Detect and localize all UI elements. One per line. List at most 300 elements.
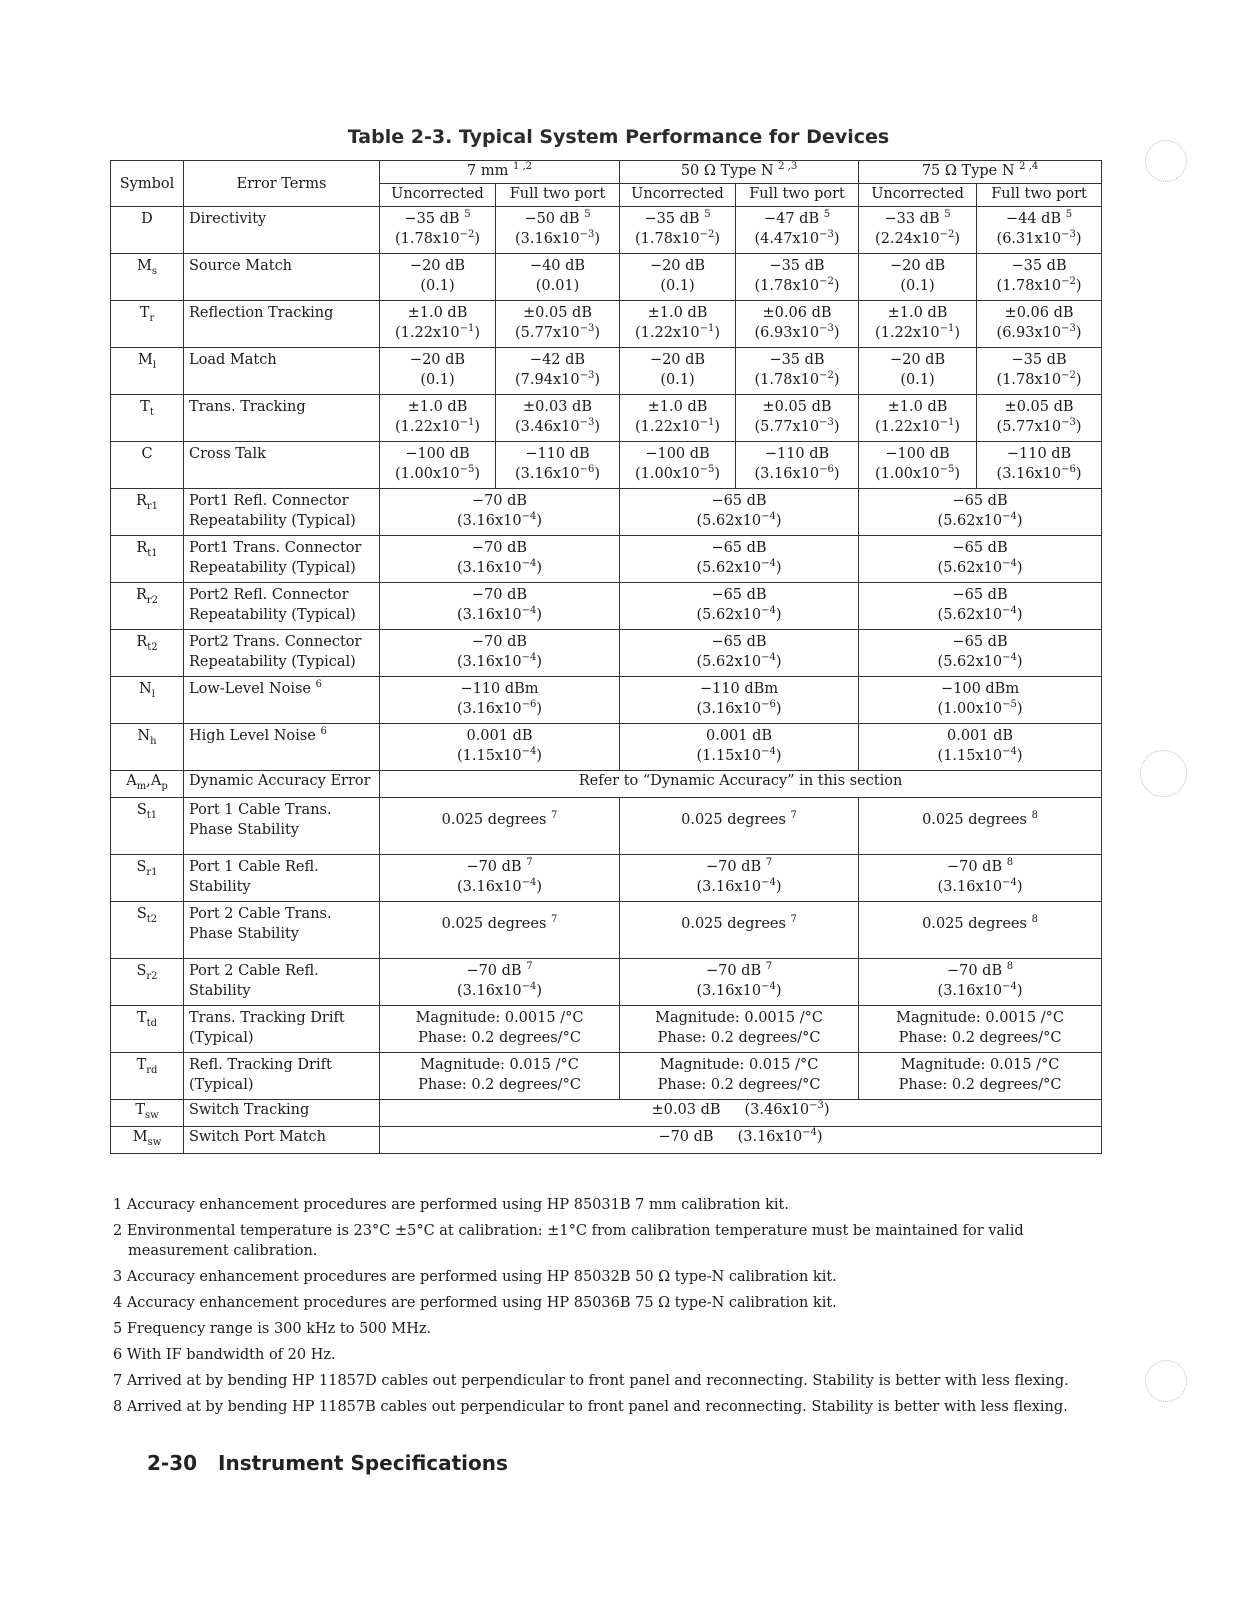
- group-label: 75 Ω Type N: [921, 163, 1015, 179]
- paren-close: ): [816, 1129, 823, 1145]
- group-label: 7 mm: [466, 163, 509, 179]
- value-cell: [620, 902, 859, 959]
- linear-text: Phase: 0.2 degrees/°C: [657, 1030, 821, 1046]
- value-linear: [977, 229, 1101, 249]
- symbol-letter: M: [137, 352, 153, 368]
- value-linear: [620, 981, 858, 1001]
- linear-text: (0.1): [900, 278, 935, 294]
- term-line: [189, 209, 379, 229]
- footnote-ref: 5: [823, 209, 831, 221]
- symbol-letter: S: [136, 963, 147, 979]
- term-line: (Typical): [189, 1077, 254, 1093]
- value-text: −65 dB: [711, 540, 767, 556]
- value-line: [380, 585, 619, 605]
- linear-text: (3.16x10: [515, 231, 580, 247]
- footnote-ref: 7: [551, 914, 558, 926]
- term-line: Stability: [189, 879, 251, 895]
- linear-text: (3.16x10: [937, 983, 1003, 999]
- symbol-subscript: l: [151, 688, 155, 700]
- symbol-subscript: r1: [146, 500, 159, 512]
- symbol-letter: T: [136, 1057, 147, 1073]
- value-linear: [380, 605, 619, 625]
- value-text: −110 dB: [764, 446, 830, 462]
- term-text: Cross Talk: [189, 446, 266, 462]
- symbol-letter: S: [136, 906, 147, 922]
- symbol-cell: [111, 207, 184, 254]
- value-text: Magnitude: 0.0015 /°C: [896, 1010, 1064, 1026]
- value-linear: [380, 417, 495, 437]
- exponent: −4: [1002, 511, 1017, 523]
- linear-text: (3.16x10: [737, 1129, 803, 1145]
- value-cell: [620, 677, 859, 724]
- term-text: Port2 Refl. Connector: [189, 587, 349, 603]
- exponent: −5: [699, 464, 715, 476]
- linear-text: (5.62x10: [696, 560, 762, 576]
- value-line: [380, 632, 619, 652]
- error-term-cell: [184, 536, 380, 583]
- error-term-cell: [184, 1053, 380, 1100]
- value-linear: [380, 323, 495, 343]
- paren-close: ): [775, 513, 782, 529]
- value-cell: [736, 442, 859, 489]
- symbol-letter: R: [135, 493, 147, 509]
- value-text: −65 dB: [711, 634, 767, 650]
- value-linear: [620, 323, 735, 343]
- symbol-cell: [111, 630, 184, 677]
- value-cell: [380, 677, 620, 724]
- error-term-cell: [184, 1100, 380, 1127]
- value-cell: [620, 207, 736, 254]
- paren-close: ): [714, 419, 721, 435]
- paren-close: ): [714, 231, 721, 247]
- footnote-ref: 7: [526, 857, 533, 869]
- value-linear: [380, 276, 495, 296]
- value-linear: [380, 511, 619, 531]
- symbol-subscript: sw: [147, 1136, 162, 1148]
- value-linear: [736, 464, 858, 484]
- value-cell: [620, 348, 736, 395]
- value-line: [620, 679, 858, 699]
- paren-close: ): [474, 419, 480, 435]
- symbol-cell: [111, 724, 184, 771]
- table-row: [111, 1006, 1102, 1053]
- value-line: [859, 914, 1101, 934]
- value-text: −70 dB: [471, 493, 528, 509]
- value-linear: [620, 229, 735, 249]
- term-text: Switch Port Match: [189, 1129, 326, 1145]
- exponent: −3: [1061, 323, 1076, 335]
- paren-close: ): [1075, 231, 1082, 247]
- table-row: [111, 207, 1102, 254]
- linear-text: Phase: 0.2 degrees/°C: [898, 1077, 1062, 1093]
- exponent: −4: [761, 877, 776, 889]
- linear-text: (1.78x10: [395, 231, 460, 247]
- linear-text: (3.16x10: [457, 607, 522, 623]
- value-text: −65 dB: [952, 540, 1008, 556]
- linear-text: (5.62x10: [937, 560, 1003, 576]
- paren-close: ): [536, 983, 542, 999]
- symbol-subscript: t1: [146, 809, 158, 821]
- value-line: [977, 303, 1101, 323]
- symbol-cell: [111, 442, 184, 489]
- error-terms-header: Error Terms: [184, 161, 380, 207]
- value-linear: [620, 746, 858, 766]
- value-text: −47 dB: [763, 211, 820, 227]
- value-line: [620, 538, 858, 558]
- linear-text: (3.16x10: [696, 879, 762, 895]
- paren-close: ): [1075, 466, 1082, 482]
- value-cell: [859, 395, 977, 442]
- value-line: [380, 726, 619, 746]
- paren-close: ): [775, 748, 782, 764]
- symbol-cell: [111, 489, 184, 536]
- linear-text: (3.16x10: [457, 879, 522, 895]
- exponent: −4: [1002, 558, 1017, 570]
- value-text: 0.025 degrees: [681, 812, 786, 828]
- paren-close: ): [954, 466, 961, 482]
- table-row: [111, 677, 1102, 724]
- linear-text: (0.1): [660, 278, 695, 294]
- footnote: 8 Arrived at by bending HP 11857B cables out perpendicular to front panel and reconnecting. Stability is better with less flexing.: [113, 1399, 1068, 1415]
- value-line: [859, 857, 1101, 877]
- value-line: [380, 810, 619, 830]
- linear-text: (1.78x10: [635, 231, 700, 247]
- linear-text: Phase: 0.2 degrees/°C: [657, 1077, 821, 1093]
- linear-text: (0.1): [420, 372, 455, 388]
- table-row: [111, 489, 1102, 536]
- linear-text: Phase: 0.2 degrees/°C: [898, 1030, 1062, 1046]
- term-line: [189, 303, 379, 323]
- footnote: 2 Environmental temperature is 23°C ±5°C at calibration: ±1°C from calibration temperature must be maintained for valid measurement calibration.: [113, 1223, 1024, 1259]
- paren-close: ): [1016, 879, 1023, 895]
- value-line: [620, 350, 735, 370]
- value-text: −70 dB: [705, 963, 762, 979]
- value-cell: [859, 583, 1102, 630]
- footnote-ref: 5: [464, 209, 471, 221]
- linear-text: (3.16x10: [457, 654, 522, 670]
- value-line: [859, 538, 1101, 558]
- value-cell: [620, 855, 859, 902]
- exponent: −2: [459, 229, 475, 241]
- term-line: [189, 491, 379, 511]
- value-linear: [496, 276, 619, 296]
- symbol-subscript: sw: [144, 1109, 159, 1121]
- footnote-ref: 2 ,3: [778, 161, 798, 173]
- term-line: [189, 1100, 379, 1120]
- value-linear: [977, 323, 1101, 343]
- symbol-letter: R: [136, 634, 148, 650]
- value-text: −70 dB: [705, 859, 762, 875]
- value-cell: [380, 301, 496, 348]
- term-text: Load Match: [189, 352, 277, 368]
- footnote: 1 Accuracy enhancement procedures are performed using HP 85031B 7 mm calibration kit.: [113, 1197, 789, 1213]
- value-line: [859, 1008, 1101, 1028]
- value-linear: [859, 1075, 1101, 1095]
- value-line: [620, 256, 735, 276]
- linear-text: (3.16x10: [696, 983, 762, 999]
- paren-close: ): [833, 231, 840, 247]
- term-line: [189, 771, 379, 791]
- symbol-letter: T: [136, 1010, 147, 1026]
- symbol-letter: A: [126, 773, 137, 789]
- value-cell: [380, 959, 620, 1006]
- table-row: [111, 536, 1102, 583]
- table-row: [111, 1100, 1102, 1127]
- paren-close: ): [775, 701, 782, 717]
- paren-close: ): [775, 879, 782, 895]
- value-line: [380, 1055, 619, 1075]
- value-line: [620, 726, 858, 746]
- term-text: Reflection Tracking: [189, 305, 334, 321]
- value-text: ±0.06 dB: [762, 305, 832, 321]
- exponent: −3: [819, 229, 834, 241]
- value-linear: [380, 877, 619, 897]
- value-linear: [620, 877, 858, 897]
- paren-close: ): [714, 466, 721, 482]
- exponent: −5: [459, 464, 475, 476]
- value-line: [620, 209, 735, 229]
- term-text: Directivity: [189, 211, 267, 227]
- value-text: −100 dBm: [940, 681, 1020, 697]
- page-footer: [147, 1451, 508, 1475]
- symbol-subscript: r: [149, 312, 155, 324]
- table-row: [111, 301, 1102, 348]
- value-text: Magnitude: 0.0015 /°C: [415, 1010, 584, 1026]
- exponent: −4: [1002, 877, 1017, 889]
- value-linear: [620, 652, 858, 672]
- value-line: [859, 585, 1101, 605]
- value-line: [496, 397, 619, 417]
- value-cell: [496, 395, 620, 442]
- value-line: [380, 209, 495, 229]
- linear-text: (3.16x10: [754, 466, 820, 482]
- exponent: −6: [761, 699, 776, 711]
- value-linear: [736, 229, 858, 249]
- value-cell: [736, 348, 859, 395]
- value-line: [620, 491, 858, 511]
- symbol-letter: D: [141, 211, 153, 227]
- group-header: [859, 161, 1102, 184]
- term-text: High Level Noise: [189, 728, 316, 744]
- value-text: Magnitude: 0.015 /°C: [659, 1057, 819, 1073]
- value-line: [620, 632, 858, 652]
- linear-text: (1.22x10: [395, 419, 460, 435]
- linear-text: (4.47x10: [754, 231, 820, 247]
- symbol-letter: R: [136, 540, 148, 556]
- value-cell: [620, 301, 736, 348]
- exponent: −2: [819, 370, 834, 382]
- value-cell: [380, 395, 496, 442]
- value-text: −65 dB: [711, 493, 767, 509]
- value-line: [859, 444, 976, 464]
- value-linear: [859, 417, 976, 437]
- exponent: −4: [521, 746, 537, 758]
- value-cell: [496, 207, 620, 254]
- footnote: 5 Frequency range is 300 kHz to 500 MHz.: [113, 1321, 432, 1337]
- footnote-ref: 5: [944, 209, 951, 221]
- paren-close: ): [833, 372, 840, 388]
- value-linear: [859, 558, 1101, 578]
- linear-text: (1.22x10: [635, 325, 700, 341]
- value-cell: [496, 442, 620, 489]
- error-term-cell: [184, 724, 380, 771]
- paren-close: ): [536, 879, 542, 895]
- value-cell: [620, 395, 736, 442]
- exponent: −1: [699, 417, 715, 429]
- paren-close: ): [833, 278, 840, 294]
- exponent: −1: [459, 417, 475, 429]
- value-cell: [380, 348, 496, 395]
- full-two-port-header: Full two port: [736, 184, 859, 207]
- value-line: [736, 397, 858, 417]
- value-line: [380, 350, 495, 370]
- value-text: −70 dB: [466, 859, 522, 875]
- exponent: −3: [579, 323, 595, 335]
- uncorrected-header: Uncorrected: [380, 184, 496, 207]
- value-linear: [380, 1075, 619, 1095]
- paren-close: ): [1016, 560, 1023, 576]
- term-line: [189, 256, 379, 276]
- linear-text: (1.22x10: [875, 419, 940, 435]
- value-linear: [977, 276, 1101, 296]
- value-linear: [380, 229, 495, 249]
- symbol-cell: [111, 254, 184, 301]
- symbol-subscript: s: [151, 265, 157, 277]
- value-linear: [859, 464, 976, 484]
- value-line: [859, 679, 1101, 699]
- value-linear: [859, 276, 976, 296]
- linear-text: (1.15x10: [696, 748, 762, 764]
- linear-text: (5.77x10: [515, 325, 580, 341]
- term-line: [189, 904, 379, 924]
- paren-close: ): [833, 419, 840, 435]
- value-cell: [859, 677, 1102, 724]
- paren-close: ): [594, 419, 600, 435]
- value-linear: [736, 370, 858, 390]
- value-linear: [620, 511, 858, 531]
- value-cell: [620, 442, 736, 489]
- symbol-cell: [111, 301, 184, 348]
- exponent: −3: [1061, 417, 1076, 429]
- linear-text: (1.15x10: [457, 748, 522, 764]
- paren-close: ): [954, 325, 961, 341]
- value-cell: [620, 489, 859, 536]
- value-line: [859, 350, 976, 370]
- symbol-cell: [111, 771, 184, 798]
- value-text: −70 dB: [946, 859, 1003, 875]
- punch-hole-mark: [1145, 140, 1187, 182]
- value-text: −65 dB: [952, 493, 1008, 509]
- table-row: [111, 798, 1102, 855]
- value-linear: [496, 464, 619, 484]
- value-line: [859, 961, 1101, 981]
- footnote-ref: 5: [1065, 209, 1073, 221]
- term-text: Switch Tracking: [189, 1102, 310, 1118]
- value-line: [620, 914, 858, 934]
- term-text: Trans. Tracking: [189, 399, 306, 415]
- linear-text: (0.1): [660, 372, 695, 388]
- symbol-cell: [111, 959, 184, 1006]
- footnote-ref: 7: [551, 810, 558, 822]
- value-linear: [859, 605, 1101, 625]
- linear-text: (5.62x10: [696, 654, 762, 670]
- value-linear: [977, 370, 1101, 390]
- table-row: [111, 855, 1102, 902]
- footnote: 7 Arrived at by bending HP 11857D cables out perpendicular to front panel and reconnecting. Stability is better with less flexing.: [113, 1373, 1069, 1389]
- value-line: [380, 397, 495, 417]
- linear-text: (0.1): [420, 278, 455, 294]
- value-line: [620, 397, 735, 417]
- term-line: Repeatability (Typical): [189, 560, 356, 576]
- value-text: 0.001 dB: [947, 728, 1014, 744]
- value-cell: [620, 536, 859, 583]
- value-text: −35 dB: [769, 352, 825, 368]
- value-text: ±1.0 dB: [887, 399, 948, 415]
- symbol-letter: S: [136, 859, 147, 875]
- exponent: −6: [1061, 464, 1076, 476]
- value-line: [977, 209, 1101, 229]
- value-text: 0.025 degrees: [922, 812, 1027, 828]
- exponent: −1: [939, 417, 955, 429]
- symbol-subscript: t2: [147, 641, 158, 653]
- error-term-cell: [184, 798, 380, 855]
- table-row: [111, 348, 1102, 395]
- symbol-cell: [111, 536, 184, 583]
- paren-close: ): [823, 1102, 830, 1118]
- value-text: −100 dB: [405, 446, 470, 462]
- value-text: ±0.05 dB: [762, 399, 832, 415]
- value-linear: [977, 464, 1101, 484]
- value-linear: [620, 417, 735, 437]
- symbol-cell: [111, 395, 184, 442]
- value-text: −100 dB: [885, 446, 950, 462]
- value-line: [380, 914, 619, 934]
- value-text: −70 dB: [466, 963, 522, 979]
- exponent: −3: [819, 323, 834, 335]
- value-cell: [736, 395, 859, 442]
- value-linear: [977, 417, 1101, 437]
- value-linear: [859, 699, 1101, 719]
- value-text: Magnitude: 0.0015 /°C: [655, 1010, 823, 1026]
- value-linear: [620, 1075, 858, 1095]
- value-cell: [736, 207, 859, 254]
- value-linear: [859, 229, 976, 249]
- value-text: −65 dB: [952, 587, 1008, 603]
- error-term-cell: [184, 1127, 380, 1154]
- linear-text: (1.22x10: [875, 325, 940, 341]
- exponent: −4: [1002, 605, 1017, 617]
- term-text: Port2 Trans. Connector: [189, 634, 362, 650]
- linear-text: (0.1): [900, 372, 935, 388]
- value-text: −20 dB: [409, 258, 466, 274]
- value-cell: [859, 1006, 1102, 1053]
- paren-close: ): [1075, 278, 1082, 294]
- value-line: [380, 303, 495, 323]
- value-cell: [859, 902, 1102, 959]
- value-line: [496, 444, 619, 464]
- footnote-ref: 7: [526, 961, 533, 973]
- value-line: [977, 256, 1101, 276]
- value-text: 0.025 degrees: [922, 916, 1027, 932]
- value-cell: [859, 1053, 1102, 1100]
- exponent: −2: [1061, 276, 1076, 288]
- paren-close: ): [1016, 748, 1023, 764]
- value-cell: [977, 395, 1102, 442]
- footnote-ref: 8: [1031, 810, 1038, 822]
- switch-value-cell: [380, 1100, 1102, 1127]
- paren-close: ): [833, 325, 840, 341]
- paren-close: ): [1016, 607, 1023, 623]
